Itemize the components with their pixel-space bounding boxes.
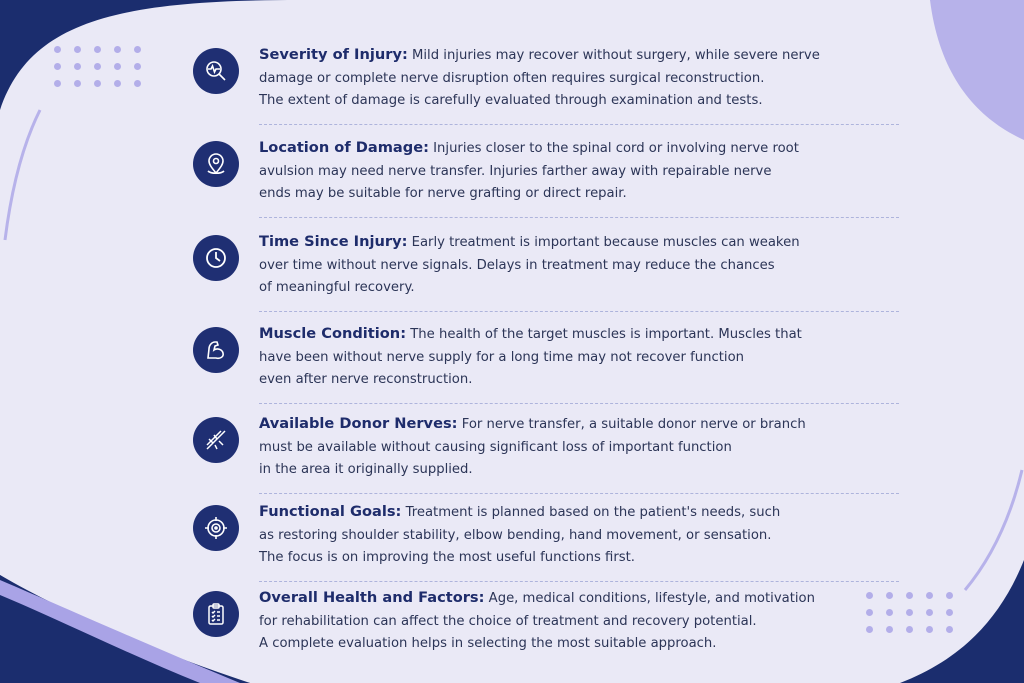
factor-title: Muscle Condition: — [259, 325, 407, 342]
factor-line: The health of the target muscles is important. Muscles that — [410, 327, 802, 342]
factor-line: even after nerve reconstruction. — [259, 372, 473, 387]
factor-title: Functional Goals: — [259, 503, 402, 520]
divider — [259, 124, 899, 125]
factor-title: Time Since Injury: — [259, 233, 408, 250]
factor-line: of meaningful recovery. — [259, 280, 415, 295]
factor-item-time — [192, 231, 899, 299]
factor-line: The focus is on improving the most useful functions first. — [259, 550, 635, 565]
clock-icon — [193, 235, 239, 281]
divider — [259, 217, 899, 218]
factor-title: Severity of Injury: — [259, 46, 408, 63]
clipboard-checklist-icon — [193, 591, 239, 637]
factor-title: Available Donor Nerves: — [259, 415, 458, 432]
factor-line: Injuries closer to the spinal cord or involving nerve root — [433, 141, 799, 156]
factor-line: in the area it originally supplied. — [259, 462, 473, 477]
divider — [259, 311, 899, 312]
factor-title: Location of Damage: — [259, 139, 429, 156]
divider — [259, 581, 899, 582]
factor-line: have been without nerve supply for a long time may not recover function — [259, 349, 745, 365]
divider — [259, 493, 899, 494]
target-icon — [193, 505, 239, 551]
factor-item-donor — [192, 413, 899, 481]
factor-item-muscle — [192, 323, 899, 391]
factor-item-health — [192, 587, 899, 655]
factor-line: The extent of damage is carefully evaluated through examination and tests. — [259, 93, 763, 108]
factor-line: must be available without causing significant loss of important function — [259, 439, 732, 455]
factor-item-goals — [192, 501, 899, 569]
divider — [259, 403, 899, 404]
factor-line: Mild injuries may recover without surgery, while severe nerve — [412, 48, 820, 63]
factor-line: Early treatment is important because muscles can weaken — [411, 235, 800, 250]
flexed-arm-icon — [193, 327, 239, 373]
location-pin-icon — [193, 141, 239, 187]
factor-line: for rehabilitation can affect the choice of treatment and recovery potential. — [259, 613, 757, 629]
factor-line: A complete evaluation helps in selecting the most suitable approach. — [259, 636, 717, 651]
factor-line: avulsion may need nerve transfer. Injuries farther away with repairable nerve — [259, 163, 772, 179]
factor-line: ends may be suitable for nerve grafting or direct repair. — [259, 186, 627, 201]
factor-title: Overall Health and Factors: — [259, 589, 485, 606]
factor-line: For nerve transfer, a suitable donor nerve or branch — [461, 417, 806, 432]
factor-line: Treatment is planned based on the patient's needs, such — [405, 505, 781, 520]
decorative-dots-top-left — [54, 46, 142, 87]
factor-line: as restoring shoulder stability, elbow bending, hand movement, or sensation. — [259, 527, 772, 543]
factor-line: Age, medical conditions, lifestyle, and motivation — [488, 591, 815, 606]
factor-item-location — [192, 137, 899, 205]
factor-line: damage or complete nerve disruption often requires surgical reconstruction. — [259, 70, 765, 86]
factor-line: over time without nerve signals. Delays in treatment may reduce the chances — [259, 257, 775, 273]
factor-item-severity — [192, 44, 899, 112]
magnifier-pulse-icon — [193, 48, 239, 94]
nerve-branch-icon — [193, 417, 239, 463]
